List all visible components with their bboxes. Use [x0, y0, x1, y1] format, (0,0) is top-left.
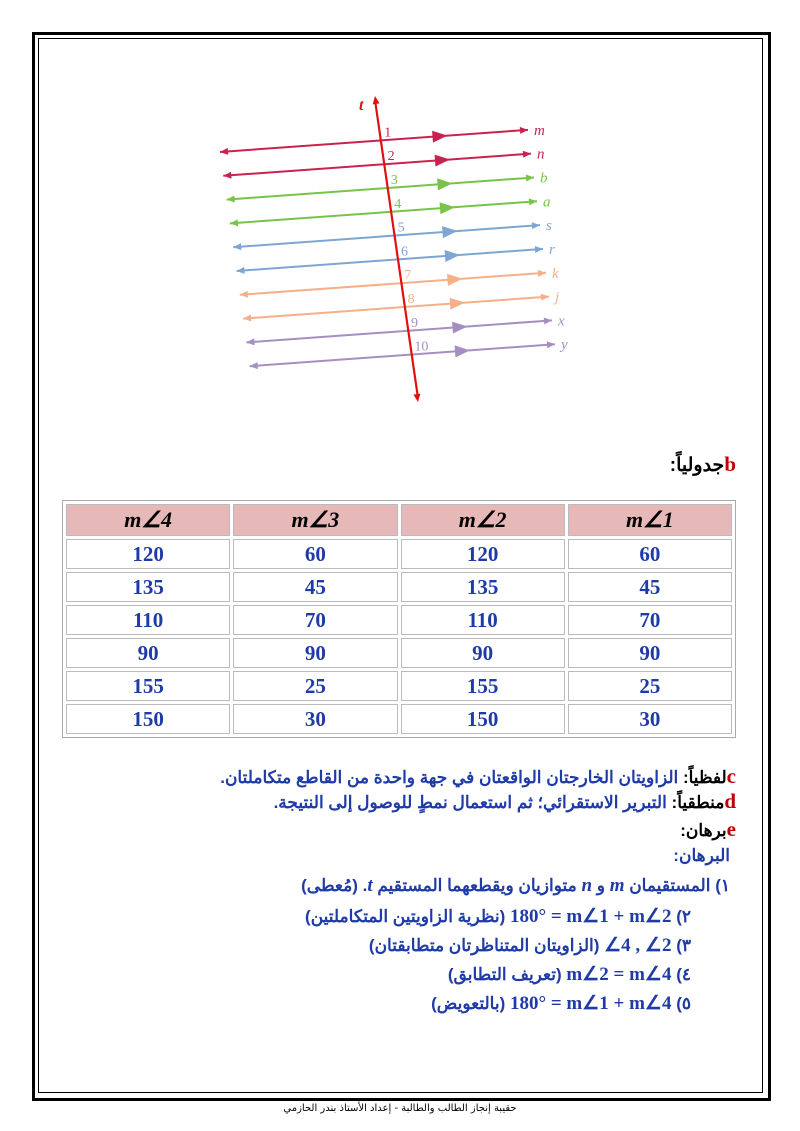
- table-cell: 155: [401, 671, 565, 701]
- proof-step-4: [448, 963, 691, 986]
- line-label: k: [552, 265, 559, 282]
- table-cell: 45: [568, 572, 732, 602]
- table-cell: 30: [233, 704, 397, 734]
- table-cell: 90: [66, 638, 230, 668]
- table-header-row: [66, 504, 732, 536]
- proof-step-text: و: [592, 876, 610, 895]
- table-cell: 150: [401, 704, 565, 734]
- table-cell: 110: [66, 605, 230, 635]
- table-row: [66, 671, 732, 701]
- section-c: [220, 764, 736, 789]
- table-row: [66, 539, 732, 569]
- line-label: b: [540, 170, 548, 187]
- variable-m: m: [609, 875, 625, 896]
- section-c-letter: c: [726, 764, 736, 788]
- line-arrowhead-icon: [223, 172, 231, 179]
- table-cell: 90: [568, 638, 732, 668]
- angle-label: 6: [400, 244, 408, 260]
- section-d-text: التبرير الاستقرائي؛ ثم استعمال نمطٍ للوصول إلى النتيجة.: [273, 793, 667, 812]
- table-cell: 60: [568, 539, 732, 569]
- angle-label: 1: [384, 125, 392, 141]
- section-e-letter: e: [726, 817, 736, 841]
- parallel-line: [240, 273, 546, 295]
- angle-label: 10: [414, 339, 429, 355]
- proof-step-2: [305, 905, 691, 928]
- parallel-marker-icon: [432, 131, 447, 143]
- transversal-arrowhead-icon: [373, 96, 380, 104]
- table-header-cell: m∠4: [66, 504, 230, 536]
- angle-label: 3: [390, 172, 398, 188]
- table-row: [66, 572, 732, 602]
- angle-label: 7: [404, 268, 412, 284]
- line-label: x: [558, 313, 565, 330]
- line-arrowhead-icon: [547, 341, 555, 348]
- parallel-line: [237, 249, 544, 271]
- angle-label: 4: [394, 196, 402, 212]
- proof-step-number: ٣): [676, 936, 691, 955]
- line-label: n: [537, 146, 545, 163]
- line-arrowhead-icon: [233, 243, 241, 250]
- angle-label: 8: [407, 291, 415, 307]
- line-arrowhead-icon: [227, 196, 235, 203]
- table-cell: 120: [401, 539, 565, 569]
- parallel-marker-icon: [435, 155, 450, 167]
- proof-step-reason: (تعريف التطابق): [447, 965, 562, 984]
- proof-step-text: متوازيان ويقطعهما المستقيم: [372, 876, 582, 895]
- table-header-cell: m∠3: [233, 504, 397, 536]
- proof-step-math: 180° = m∠1 + m∠4: [509, 993, 672, 1014]
- parallel-marker-icon: [447, 274, 462, 286]
- page-footer: حقيبة إنجاز الطالب والطالبة - إعداد الأستاذ بندر الحازمي: [283, 1103, 517, 1114]
- table-cell: 155: [66, 671, 230, 701]
- angle-label: 9: [410, 315, 418, 331]
- table-row: [66, 704, 732, 734]
- table-cell: 135: [66, 572, 230, 602]
- section-d-label: منطقياً:: [671, 793, 725, 812]
- line-arrowhead-icon: [526, 175, 534, 182]
- line-label: j: [555, 289, 560, 306]
- section-d-letter: d: [724, 789, 736, 813]
- line-arrowhead-icon: [250, 362, 258, 369]
- variable-t: t: [367, 875, 373, 896]
- proof-step-number: ٥): [676, 994, 691, 1013]
- parallel-line: [243, 297, 549, 319]
- proof-step-number: ٢): [676, 907, 691, 926]
- angle-label: 5: [397, 220, 405, 236]
- parallel-line: [223, 154, 531, 176]
- parallel-line: [233, 225, 540, 247]
- parallel-marker-icon: [440, 202, 455, 214]
- transversal-label: t: [359, 97, 364, 114]
- line-arrowhead-icon: [240, 291, 248, 298]
- parallel-line: [250, 344, 555, 366]
- transversal-arrowhead-icon: [413, 394, 420, 402]
- parallel-lines-diagram: [210, 92, 590, 404]
- parallel-line: [230, 201, 537, 223]
- line-label: s: [546, 218, 552, 235]
- table-header-cell: m∠1: [568, 504, 732, 536]
- parallel-marker-icon: [455, 345, 470, 357]
- table-cell: 60: [233, 539, 397, 569]
- parallel-marker-icon: [450, 298, 465, 310]
- proof-step-reason: (نظرية الزاويتين المتكاملتين): [305, 907, 506, 926]
- table-cell: 70: [568, 605, 732, 635]
- parallel-line: [220, 130, 528, 152]
- line-arrowhead-icon: [220, 148, 228, 155]
- line-arrowhead-icon: [246, 338, 254, 345]
- section-b-letter: b: [724, 452, 736, 476]
- line-arrowhead-icon: [523, 151, 531, 158]
- line-arrowhead-icon: [535, 246, 543, 253]
- table-cell: 30: [568, 704, 732, 734]
- table-row: [66, 605, 732, 635]
- proof-step-1: [301, 875, 730, 897]
- section-b-text: جدولياً:: [669, 455, 725, 476]
- section-d: [274, 789, 736, 814]
- proof-step-3: [369, 934, 691, 957]
- section-c-label: لفظياً:: [682, 768, 727, 787]
- section-e: [680, 817, 736, 842]
- proof-step-5: [431, 992, 691, 1015]
- line-label: r: [549, 241, 555, 258]
- line-arrowhead-icon: [538, 270, 546, 277]
- parallel-marker-icon: [437, 178, 452, 190]
- section-b-heading: [670, 452, 736, 477]
- table-header-cell: m∠2: [401, 504, 565, 536]
- transversal-line: [375, 100, 418, 398]
- parallel-marker-icon: [452, 322, 467, 334]
- line-arrowhead-icon: [230, 219, 238, 226]
- table-row: [66, 638, 732, 668]
- proof-step-math: m∠2 = m∠4: [566, 964, 672, 985]
- table-cell: 25: [233, 671, 397, 701]
- line-arrowhead-icon: [532, 222, 540, 229]
- table-cell: 135: [401, 572, 565, 602]
- section-e-label: برهان:: [680, 821, 727, 840]
- angle-label: 2: [387, 149, 395, 165]
- variable-n: n: [581, 875, 593, 896]
- proof-step-text: المستقيمان: [624, 876, 711, 895]
- line-label: m: [534, 122, 545, 139]
- proof-step-text: . (مُعطى): [301, 876, 368, 895]
- proof-step-math: ∠4 , ∠2: [604, 935, 672, 956]
- line-arrowhead-icon: [243, 315, 251, 322]
- line-arrowhead-icon: [237, 267, 245, 274]
- table-cell: 90: [233, 638, 397, 668]
- proof-step-reason: (بالتعويض): [431, 994, 506, 1013]
- table-cell: 70: [233, 605, 397, 635]
- line-label: y: [561, 337, 568, 354]
- parallel-line: [227, 177, 534, 199]
- table-cell: 45: [233, 572, 397, 602]
- proof-step-number: ٤): [676, 965, 691, 984]
- line-label: a: [543, 194, 551, 211]
- proof-step-number: ١): [715, 876, 730, 895]
- parallel-line: [246, 320, 552, 342]
- table-cell: 110: [401, 605, 565, 635]
- line-arrowhead-icon: [520, 127, 528, 134]
- line-arrowhead-icon: [529, 198, 537, 205]
- table-cell: 120: [66, 539, 230, 569]
- line-arrowhead-icon: [541, 294, 549, 301]
- angles-table: [62, 500, 736, 738]
- parallel-marker-icon: [442, 226, 457, 238]
- table-cell: 25: [568, 671, 732, 701]
- parallel-marker-icon: [445, 250, 460, 262]
- table-cell: 90: [401, 638, 565, 668]
- table-cell: 150: [66, 704, 230, 734]
- proof-step-reason: (الزاويتان المتناظرتان متطابقتان): [368, 936, 600, 955]
- section-c-text: الزاويتان الخارجتان الواقعتان في جهة واحدة من القاطع متكاملتان.: [220, 768, 679, 787]
- proof-title: البرهان:: [673, 846, 730, 865]
- line-arrowhead-icon: [544, 317, 552, 324]
- proof-step-math: 180° = m∠1 + m∠2: [509, 906, 672, 927]
